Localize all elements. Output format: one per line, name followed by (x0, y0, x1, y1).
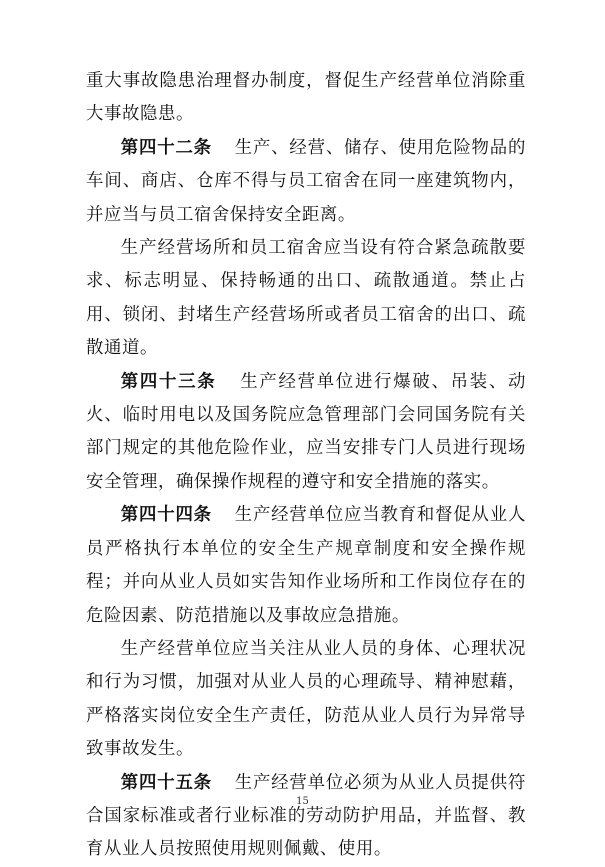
article-45-paragraph (86, 767, 526, 867)
paragraph-text: 生产经营单位必须为从业人员提供符合国家标准或者行业标准的劳动防护用品，并监督、教育从业人员按照使用规则佩戴、使用。 (86, 772, 526, 860)
article-42-paragraph-1 (86, 132, 526, 232)
paragraph-text: 生产经营场所和员工宿舍应当设有符合紧急疏散要求、标志明显、保持畅通的出口、疏散通道。禁止占用、锁闭、封堵生产经营场所或者员工宿舍的出口、疏散通道。 (86, 238, 526, 359)
article-number: 第四十四条 (120, 505, 212, 526)
paragraph-text: 生产、经营、储存、使用危险物品的车间、商店、仓库不得与员工宿舍在同一座建筑物内，并应当与员工宿舍保持安全距离。 (86, 137, 526, 225)
page-number: 15 (296, 796, 309, 807)
article-44-paragraph-2 (86, 633, 526, 767)
document-body (86, 65, 526, 867)
paragraph-text: 生产经营单位进行爆破、吊装、动火、临时用电以及国务院应急管理部门会同国务院有关部门规定的其他危险作业，应当安排专门人员进行现场安全管理，确保操作规程的遵守和安全措施的落实。 (86, 371, 526, 492)
article-number: 第四十二条 (120, 137, 212, 158)
article-number: 第四十三条 (120, 371, 217, 392)
paragraph-text: 生产经营单位应当关注从业人员的身体、心理状况和行为习惯，加强对从业人员的心理疏导、精神慰藉，严格落实岗位安全生产责任，防范从业人员行为异常导致事故发生。 (86, 638, 526, 760)
paragraph-text: 重大事故隐患治理督办制度，督促生产经营单位消除重大事故隐患。 (86, 71, 526, 125)
paragraph-text: 生产经营单位应当教育和督促从业人员严格执行本单位的安全生产规章制度和安全操作规程；并向从业人员如实告知作业场所和工作岗位存在的危险因素、防范措施以及事故应急措施。 (86, 505, 526, 626)
article-43-paragraph (86, 366, 526, 500)
paragraph-continuation (86, 65, 526, 132)
article-44-paragraph-1 (86, 499, 526, 633)
article-number: 第四十五条 (120, 772, 212, 793)
article-42-paragraph-2 (86, 232, 526, 366)
